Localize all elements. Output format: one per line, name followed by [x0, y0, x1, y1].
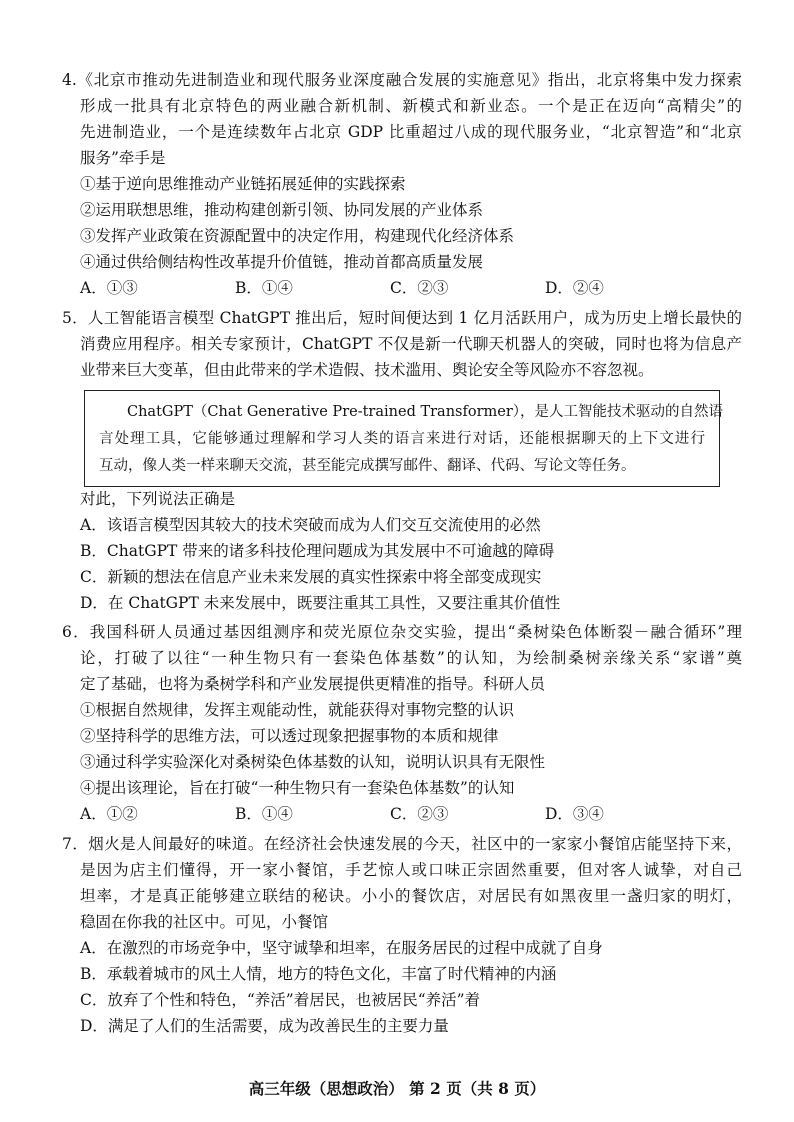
q4-statement: ③发挥产业政策在资源配置中的决定作用，构建现代化经济体系	[80, 227, 515, 245]
q5-box-line: 言处理工具，它能够通过理解和学习人类的语言来进行对话，还能根据聊天的上下文进行	[99, 431, 705, 447]
q4-statement: ①基于逆向思维推动产业链拓展延伸的实践探索	[80, 175, 406, 193]
question-4	[62, 67, 742, 301]
q4-option-c: C．②③	[390, 279, 449, 297]
q6-statement: ②坚持科学的思维方法，可以透过现象把握事物的本质和规律	[80, 727, 499, 745]
q6-stem-line: 定了基础，也将为桑树学科和产业发展提供更精准的指导。科研人员	[80, 675, 546, 693]
q7-option-d: D．满足了人们的生活需要，成为改善民生的主要力量	[80, 1017, 449, 1035]
q5-stem-line: 业带来巨大变革，但由此带来的学术造假、技术滥用、舆论安全等风险亦不容忽视。	[80, 361, 654, 379]
q6-statement: ④提出该理论，旨在打破“一种生物只有一套染色体基数”的认知	[80, 779, 515, 797]
q7-stem-line: 是因为店主们懂得，开一家小餐馆，手艺惊人或口味正宗固然重要，但对客人诚挚，对自己	[80, 861, 742, 879]
q6-stem-line: 6．我国科研人员通过基因组测序和荧光原位杂交实验，提出“桑树染色体断裂－融合循环”理	[62, 623, 742, 641]
q5-box-line: ChatGPT（Chat Generative Pre-trained Transformer），是人工智能技术驱动的自然语	[127, 404, 724, 420]
q4-stem-line: 4.《北京市推动先进制造业和现代服务业深度融合发展的实施意见》指出，北京将集中发力探索	[62, 71, 742, 89]
q6-stem-line: 论，打破了以往“一种生物只有一套染色体基数”的认知，为绘制桑树亲缘关系“家谱”奠	[80, 649, 742, 667]
q7-stem-line: 7．烟火是人间最好的味道。在经济社会快速发展的今天，社区中的一家家小餐馆店能坚持下来，	[62, 835, 742, 853]
q5-stem-line: 5．人工智能语言模型 ChatGPT 推出后，短时间便达到 1 亿月活跃用户，成为历史上增长最快的	[62, 309, 742, 327]
q6-option-d: D．③④	[545, 805, 604, 823]
q6-statement: ①根据自然规律，发挥主观能动性，就能获得对事物完整的认识	[80, 701, 515, 719]
q6-options	[62, 801, 742, 827]
q5-stem-line: 消费应用程序。相关专家预计，ChatGPT 不仅是新一代聊天机器人的突破，同时也将为信息产	[80, 335, 742, 353]
q5-option-d: D．在 ChatGPT 未来发展中，既要注重其工具性，又要注重其价值性	[80, 594, 561, 612]
q5-box-line: 互动，像人类一样来聊天交流，甚至能完成撰写邮件、翻译、代码、写论文等任务。	[99, 458, 636, 474]
q4-stem-line: 服务”牵手是	[80, 149, 166, 167]
q4-stem-line: 形成一批具有北京特色的两业融合新机制、新模式和新业态。一个是正在迈向“高精尖”的	[80, 97, 742, 115]
q4-option-b: B．①④	[235, 279, 293, 297]
q7-option-b: B．承载着城市的风土人情，地方的特色文化，丰富了时代精神的内涵	[80, 965, 557, 983]
q7-stem-line: 稳固在你我的社区中。可见，小餐馆	[80, 913, 329, 931]
q4-option-a: A．①③	[80, 279, 138, 297]
question-5-options	[62, 486, 742, 616]
q5-option-b: B．ChatGPT 带来的诸多科技伦理问题成为其发展中不可逾越的障碍	[80, 542, 555, 560]
q5-material-box	[84, 390, 724, 487]
q6-option-c: C．②③	[390, 805, 449, 823]
q4-stem-line: 先进制造业，一个是连续数年占北京 GDP 比重超过八成的现代服务业，“北京智造”和“北京	[80, 123, 742, 141]
q6-statement: ③通过科学实验深化对桑树染色体基数的认知，说明认识具有无限性	[80, 753, 546, 771]
q7-stem-line: 坦率，才是真正能够建立联结的秘诀。小小的餐饮店，对居民有如黑夜里一盏归家的明灯，	[80, 887, 742, 905]
question-7	[62, 831, 742, 1039]
q6-option-b: B．①④	[235, 805, 293, 823]
question-6	[62, 619, 742, 827]
q5-option-c: C．新颖的想法在信息产业未来发展的真实性探索中将全部变成现实	[80, 568, 542, 586]
q5-prompt: 对此，下列说法正确是	[80, 490, 236, 508]
question-5	[62, 305, 742, 383]
q7-option-c: C．放弃了个性和特色，“养活”着居民，也被居民“养活”着	[80, 991, 481, 1009]
q4-option-d: D．②④	[545, 279, 604, 297]
q4-statement: ④通过供给侧结构性改革提升价值链，推动首都高质量发展	[80, 253, 484, 271]
q6-option-a: A．①②	[80, 805, 138, 823]
q4-options	[62, 275, 742, 301]
q7-option-a: A．在激烈的市场竞争中，坚守诚挚和坦率，在服务居民的过程中成就了自身	[80, 939, 603, 957]
q5-option-a: A．该语言模型因其较大的技术突破而成为人们交互交流使用的必然	[80, 516, 541, 534]
q4-statement: ②运用联想思维，推动构建创新引领、协同发展的产业体系	[80, 201, 484, 219]
page-footer: 高三年级（思想政治） 第 2 页（共 8 页）	[248, 1079, 546, 1098]
